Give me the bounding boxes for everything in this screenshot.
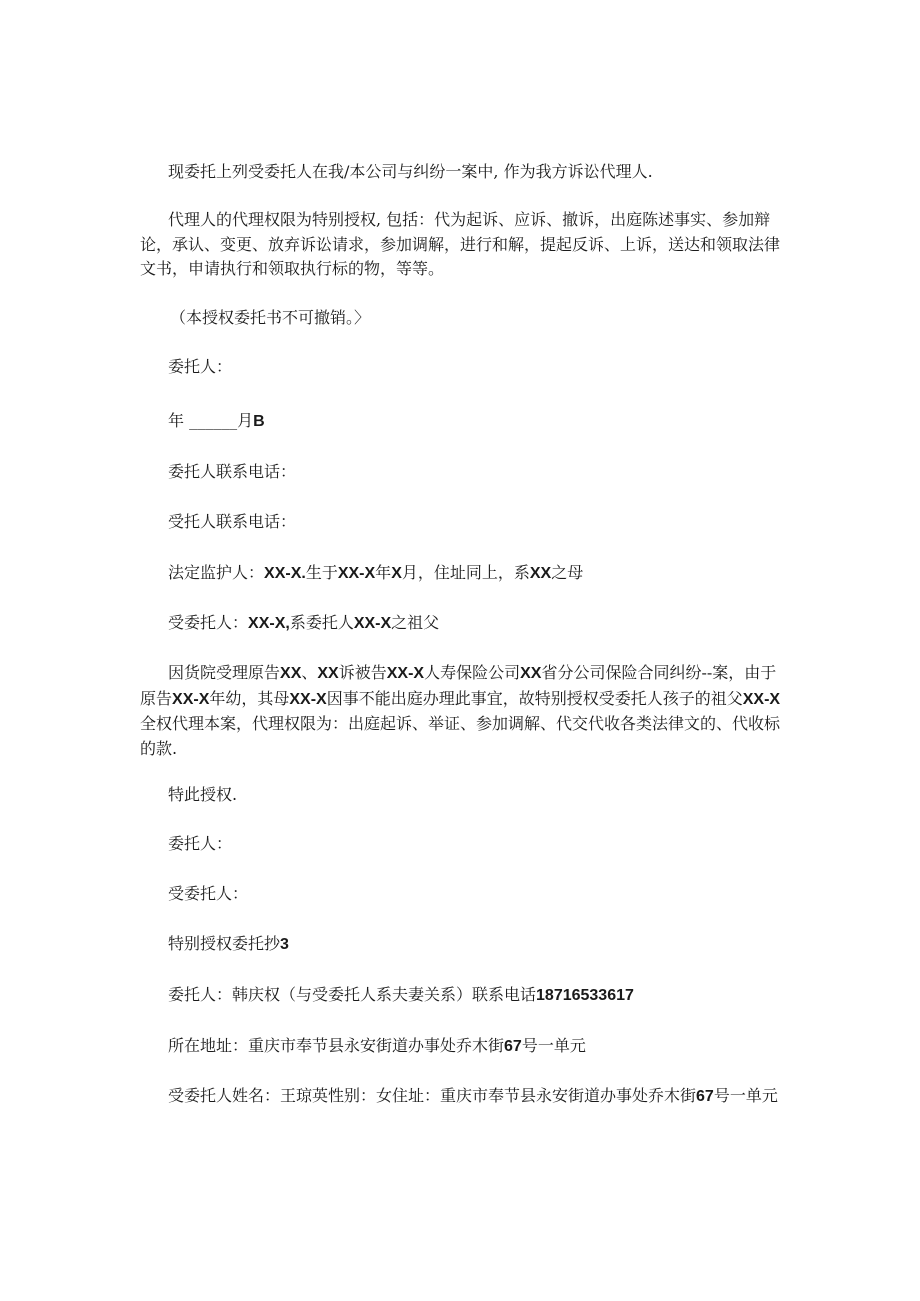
text-placeholder: XX xyxy=(317,665,339,682)
text-segment: 诉被告 xyxy=(338,663,387,682)
text-segment: 月，住址同上，系 xyxy=(401,563,530,582)
paragraph-principal-signature xyxy=(140,832,782,857)
text-segment: 因事不能出庭办理此事宜，故特别授权受委托人孩子的祖父 xyxy=(326,688,743,708)
text-street-number: 67 xyxy=(504,1038,522,1055)
text-appointment: 现委托上列受委托人在我/本公司与纠纷一案中, 作为我方诉讼代理人. xyxy=(168,162,653,181)
paragraph-appointment xyxy=(140,160,782,185)
paragraph-date-line xyxy=(140,409,782,435)
text-placeholder: XX-X. xyxy=(264,565,306,582)
text-hereby-authorize: 特此授权. xyxy=(168,785,238,804)
paragraph-irrevocable-note xyxy=(170,306,782,331)
text-placeholder: XX-X, xyxy=(248,615,290,632)
paragraph-authority-scope xyxy=(140,208,782,282)
paragraph-address xyxy=(140,1034,782,1060)
text-section-number: 3 xyxy=(280,936,289,953)
text-segment: 年 xyxy=(375,563,392,582)
text-placeholder: XX xyxy=(520,665,542,682)
text-address-unit: 号一单元 xyxy=(713,1086,778,1105)
text-date-suffix: B xyxy=(253,413,265,430)
text-segment: 省分公司保险合同纠纷--案，由于原告 xyxy=(140,663,777,708)
text-street-number: 67 xyxy=(696,1088,714,1105)
paragraph-agent-phone xyxy=(140,510,782,535)
text-phone-number: 18716533617 xyxy=(536,987,634,1004)
text-placeholder: XX-X xyxy=(742,690,781,708)
paragraph-case-details xyxy=(140,661,782,761)
paragraph-principal-phone xyxy=(140,460,782,485)
text-placeholder: XX-X xyxy=(353,615,392,632)
text-principal-info: 委托人：韩庆权（与受委托人系夫妻关系）联系电话 xyxy=(168,985,537,1004)
text-segment: 之母 xyxy=(551,563,584,582)
text-segment: 人寿保险公司 xyxy=(424,663,521,682)
text-segment: 年幼，其母 xyxy=(209,688,290,708)
text-address-unit: 号一单元 xyxy=(521,1036,586,1055)
text-segment: 系委托人 xyxy=(289,613,354,632)
text-date: 年 ______月 xyxy=(168,411,254,430)
paragraph-agent-relation xyxy=(140,611,782,637)
text-placeholder: XX-X xyxy=(289,690,327,708)
text-placeholder: X xyxy=(391,565,402,582)
text-segment: 之祖父 xyxy=(391,613,440,632)
text-agent-info: 受委托人姓名：王琼英性别：女住址：重庆市奉节县永安街道办事处乔木街 xyxy=(168,1086,697,1105)
text-agent-phone: 受托人联系电话： xyxy=(168,512,297,531)
text-agent-signature: 受委托人： xyxy=(168,884,249,903)
text-placeholder: XX xyxy=(529,565,552,582)
text-authority-scope: 代理人的代理权限为特别授权, 包括：代为起诉、应诉、撤诉，出庭陈述事实、参加辩论，承认、变更、放弃诉讼请求，参加调解，进行和解，提起反诉、上诉，送达和领取法律文书，申请执行和领取执行标的物，等等。 xyxy=(140,210,781,278)
text-placeholder: XX-X xyxy=(337,565,376,582)
paragraph-principal-label xyxy=(140,355,782,380)
text-placeholder: XX-X xyxy=(386,665,425,682)
text-address: 所在地址：重庆市奉节县永安街道办事处乔木街 xyxy=(168,1036,505,1055)
text-segment: 受委托人： xyxy=(168,613,249,632)
text-segment: 生于 xyxy=(305,563,338,582)
text-principal-phone: 委托人联系电话： xyxy=(168,462,297,481)
text-segment: 全权代理本案，代理权限为：出庭起诉、举证、参加调解、代交代收各类法律文的、代收标的款. xyxy=(140,714,781,758)
text-placeholder: XX xyxy=(280,665,302,682)
paragraph-guardian xyxy=(140,561,782,587)
paragraph-agent-signature xyxy=(140,882,782,907)
text-segment: 法定监护人： xyxy=(168,563,265,582)
paragraph-hereby-authorize xyxy=(140,783,782,808)
text-section-title: 特别授权委托抄 xyxy=(168,934,281,953)
text-placeholder: XX-X xyxy=(172,690,210,708)
text-segment: 因货院受理原告 xyxy=(168,663,281,682)
text-segment: 、 xyxy=(301,663,318,682)
text-irrevocable-note: （本授权委托书不可撤销。〉 xyxy=(170,308,371,327)
paragraph-section-title xyxy=(140,932,782,958)
paragraph-agent-info xyxy=(140,1084,782,1110)
paragraph-principal-info xyxy=(140,983,782,1009)
text-principal-label: 委托人： xyxy=(168,357,233,376)
text-principal-signature: 委托人： xyxy=(168,834,233,853)
